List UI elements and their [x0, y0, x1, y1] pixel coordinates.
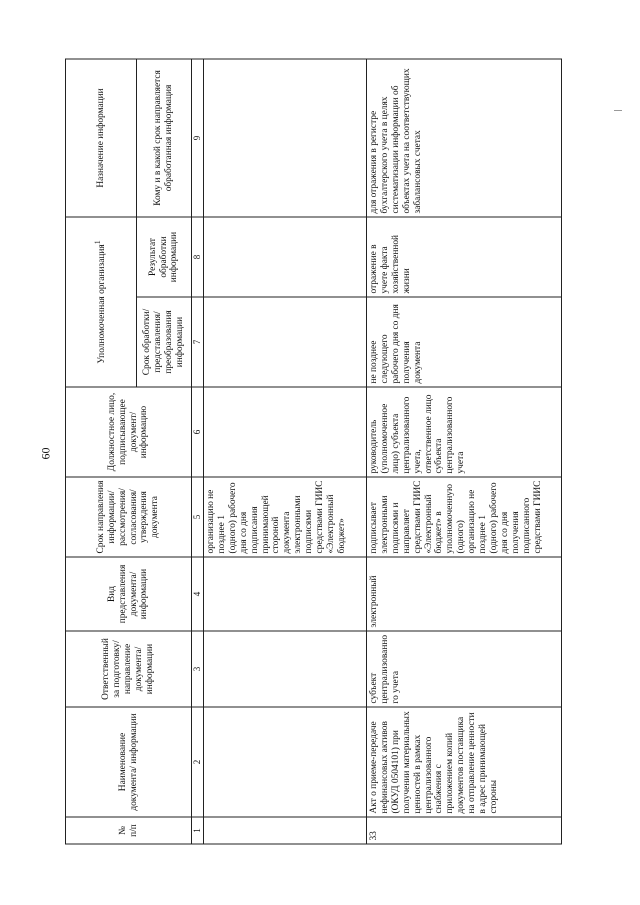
header-org-group-label: Уполномоченная организация [97, 244, 108, 364]
header-responsible: Ответственный за подготовку/ направление документа/ информации [66, 631, 192, 707]
cell-purpose: для отражения в регистре бухгалтерского учета в целях систематизации информации об объектах учета на соответствующих забалансовых счетах [367, 59, 562, 217]
document-table [65, 59, 562, 845]
cell-num: 33 [367, 817, 562, 844]
cell-org-term [204, 297, 367, 387]
header-view: Вид представления документа/ информации [66, 557, 192, 631]
column-number: 9 [192, 59, 204, 217]
column-number: 4 [192, 557, 204, 631]
header-row [66, 59, 137, 844]
header-signer: Должностное лицо, подписывающее документ/ информацию [66, 387, 192, 477]
column-number: 3 [192, 631, 204, 707]
header-org-group [66, 217, 137, 387]
cell-name: Акт о приеме-передаче нефинансовых активов (ОКУД 0504101) при получении материальных ценностей в рамках централизованного снабжения с приложением копий документов поставщика на отправление ценности в адрес принимающей стороны [367, 707, 562, 817]
cell-responsible: субъект централизованного учета [367, 631, 562, 707]
table-row-continued [204, 59, 367, 844]
column-number: 6 [192, 387, 204, 477]
column-number: 8 [192, 217, 204, 297]
header-purpose-group: Назначение информации [66, 59, 137, 217]
rotated-page-content [65, 60, 575, 845]
cell-purpose [204, 59, 367, 217]
header-deadline: Срок направления информации/ рассмотрения/ согласования/ утверждения документа [66, 477, 192, 557]
cell-name [204, 707, 367, 817]
column-number: 5 [192, 477, 204, 557]
cell-org-result [204, 217, 367, 297]
cell-view: электронный [367, 557, 562, 631]
header-org-result: Результат обработки информации [137, 217, 192, 297]
header-name: Наименование документа/ информации [66, 707, 192, 817]
page-number: 60 [38, 447, 53, 460]
column-number-row [192, 59, 204, 844]
cell-view [204, 557, 367, 631]
cell-deadline: подписывает электронными подписями и направляет средствами ГИИС «Электронный бюджет» в уполномоченную (одного) организацию не позднее 1 (одного) рабочего дня со дня получения подписанного средствами ГИИС [367, 477, 562, 557]
cell-deadline: организацию не позднее 1 (одного) рабочего дня со дня подписания принимающей стороной документа электронными подписями средствами ГИИС «Электронный бюджет» [204, 477, 367, 557]
header-org-term: Срок обработки/ представления/ преобразования информации [137, 297, 192, 387]
column-number: 1 [192, 817, 204, 844]
scan-artifact-mark [614, 110, 622, 111]
cell-signer [204, 387, 367, 477]
cell-signer: руководитель (уполномоченное лицо) субъекта централизованного учета, ответственное лицо субъекта централизованного учета [367, 387, 562, 477]
cell-responsible [204, 631, 367, 707]
column-number: 2 [192, 707, 204, 817]
header-purpose: Кому и в какой срок направляется обработанная информация [137, 59, 192, 217]
cell-org-result: отражение в учете факта хозяйственной жизни [367, 217, 562, 297]
column-number: 7 [192, 297, 204, 387]
cell-org-term: не позднее следующего рабочего дня со дня получения документа [367, 297, 562, 387]
header-num: № п/п [66, 817, 192, 844]
footnote-marker: 1 [93, 240, 103, 245]
table-row-33 [367, 59, 562, 844]
cell-num [204, 817, 367, 844]
